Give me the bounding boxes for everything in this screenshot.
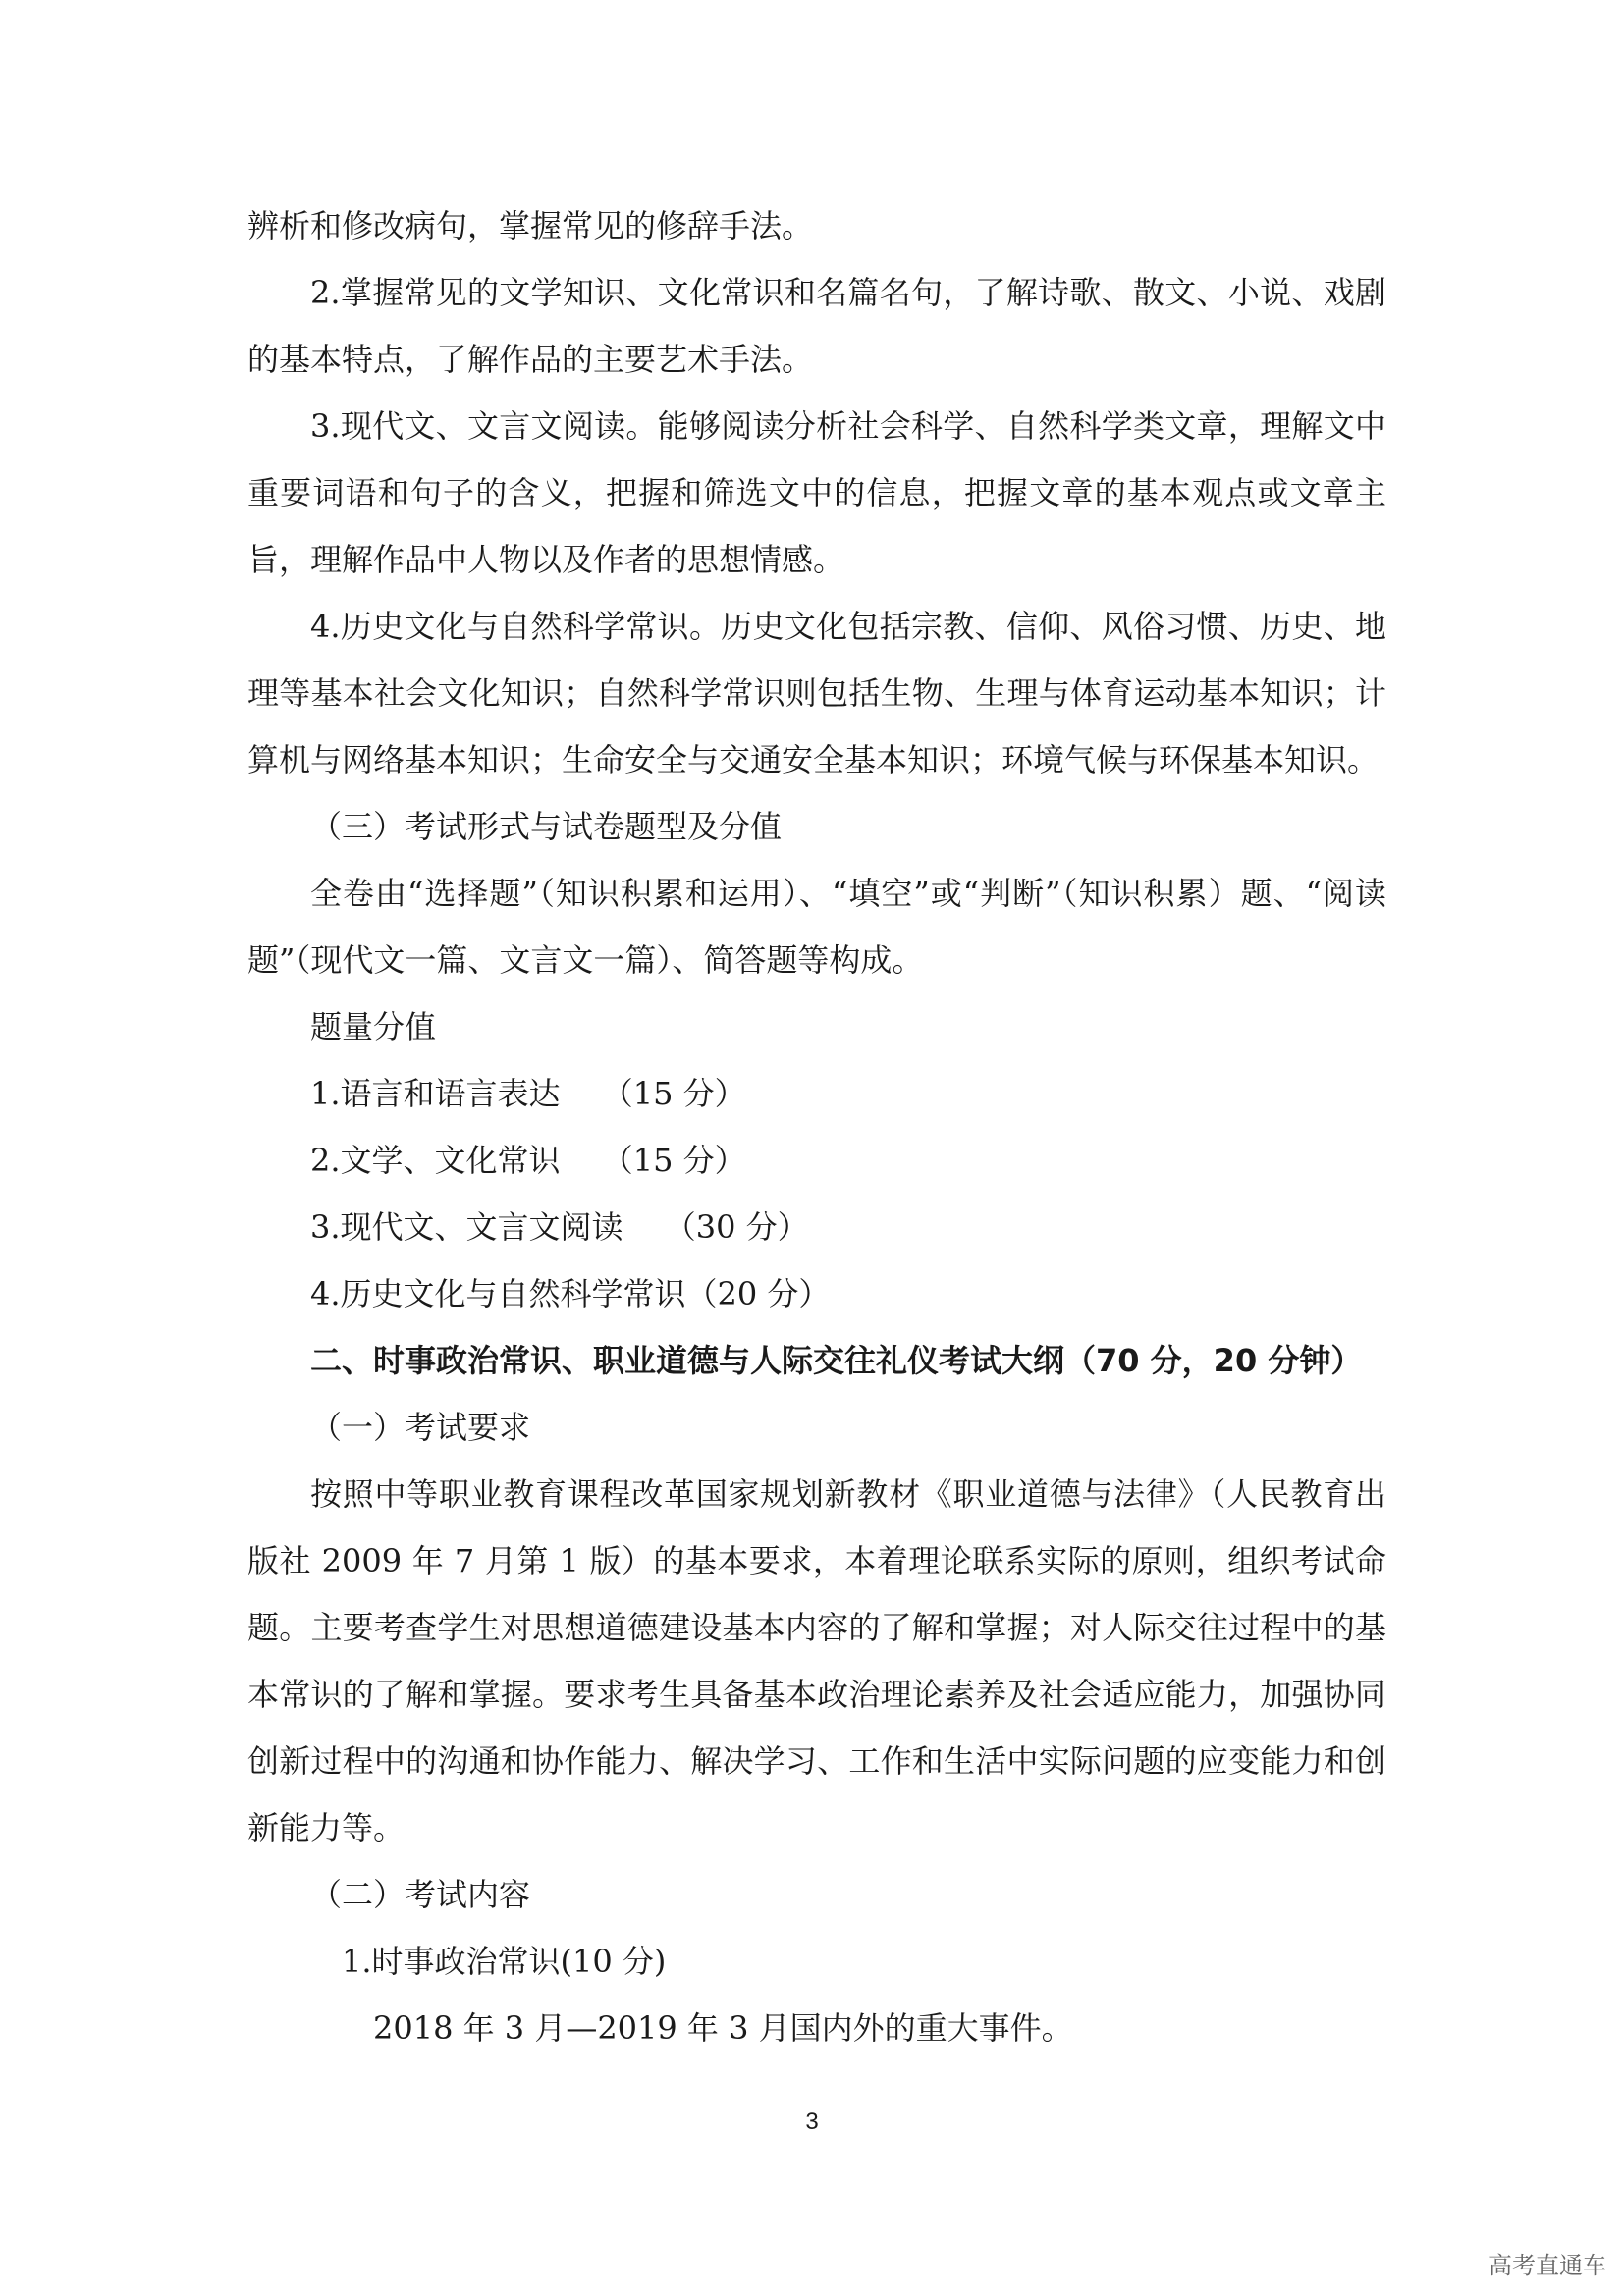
score-item-language: 1.语言和语言表达 （15 分） xyxy=(310,1075,746,1112)
section-heading-requirements: （一）考试要求 xyxy=(310,1409,531,1446)
score-item-reading: 3.现代文、文言文阅读 （30 分） xyxy=(310,1208,809,1246)
paragraph-reading: 3.现代文、文言文阅读。能够阅读分析社会科学、自然科学类文章，理解文中重要词语和句子的含义，把握和筛选文中的信息，把握文章的基本观点或文章主旨，理解作品中人物以及作者的思想情感。 xyxy=(247,407,1386,578)
paragraph-continuation: 辨析和修改病句，掌握常见的修辞手法。 xyxy=(247,207,814,244)
paragraph-history-science: 4.历史文化与自然科学常识。历史文化包括宗教、信仰、风俗习惯、历史、地理等基本社会文化知识；自然科学常识则包括生物、生理与体育运动基本知识；计算机与网络基本知识；生命安全与交通安全基本知识；环境气候与环保基本知识。 xyxy=(247,608,1386,778)
page-body xyxy=(247,192,1386,2061)
paragraph-exam-structure: 全卷由“选择题”（知识积累和运用）、“填空”或“判断”（知识积累）题、“阅读题”（现代文一篇、文言文一篇）、简答题等构成。 xyxy=(247,875,1386,979)
watermark-text: 高考直通车 xyxy=(1489,2252,1606,2279)
paragraph-requirements: 按照中等职业教育课程改革国家规划新教材《职业道德与法律》（人民教育出版社 2009 年 7 月第 1 版）的基本要求，本着理论联系实际的原则，组织考试命题。主要考查学生对思想道德建设基本内容的了解和掌握；对人际交往过程中的基本常识的了解和掌握。要求考生具备基本政治理论素养及社会适应能力，加强协同创新过程中的沟通和协作能力、解决学习、工作和生活中实际问题的应变能力和创新能力等。 xyxy=(247,1475,1386,1846)
content-item-current-affairs: 1.时事政治常识(10 分) xyxy=(342,1943,667,1980)
chapter-heading-politics: 二、时事政治常识、职业道德与人际交往礼仪考试大纲（70 分，20 分钟） xyxy=(310,1342,1363,1379)
section-heading-exam-format: （三）考试形式与试卷题型及分值 xyxy=(310,808,783,845)
page-number: 3 xyxy=(805,2109,819,2135)
score-item-literature: 2.文学、文化常识 （15 分） xyxy=(310,1142,746,1179)
score-title: 题量分值 xyxy=(310,1008,437,1045)
section-heading-content: （二）考试内容 xyxy=(310,1876,531,1913)
score-item-history-science: 4.历史文化与自然科学常识（20 分） xyxy=(310,1275,831,1312)
content-item-current-affairs-text: 2018 年 3 月—2019 年 3 月国内外的重大事件。 xyxy=(373,2009,1073,2047)
paragraph-literature: 2.掌握常见的文学知识、文化常识和名篇名句，了解诗歌、散文、小说、戏剧的基本特点，了解作品的主要艺术手法。 xyxy=(247,274,1386,378)
